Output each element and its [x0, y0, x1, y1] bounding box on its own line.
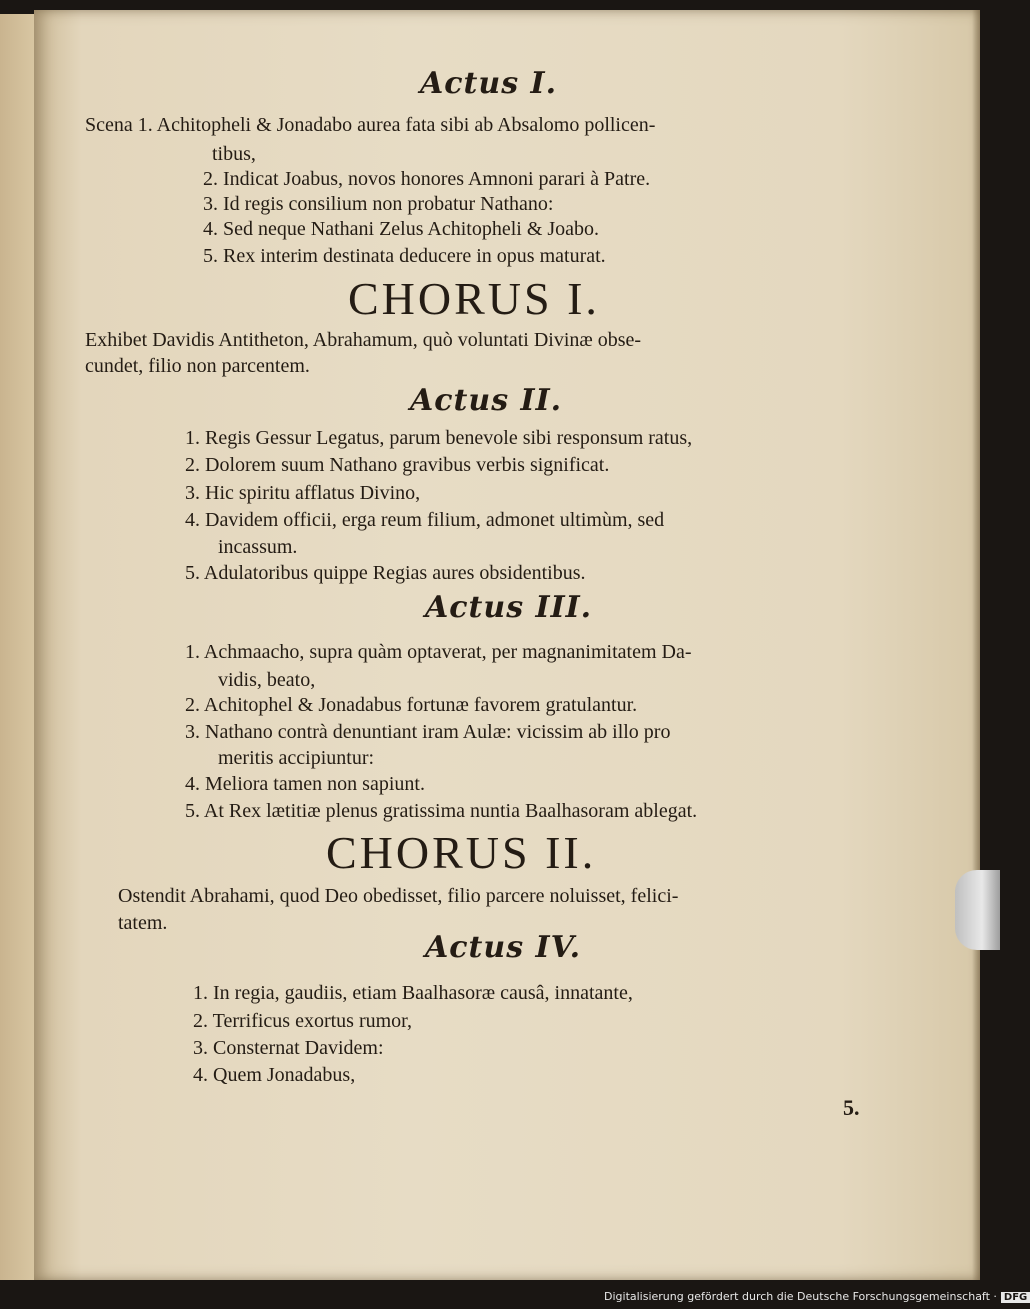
- dfg-logo: DFG: [1001, 1292, 1030, 1303]
- footer-text: Digitalisierung gefördert durch die Deutsche Forschungsgemeinschaft ·: [604, 1290, 997, 1303]
- actus-2-line: 4. Davidem officii, erga reum filium, admonet ultimùm, sed: [185, 509, 665, 531]
- actus-4-line: 1. In regia, gaudiis, etiam Baalhasoræ causâ, innatante,: [193, 982, 633, 1004]
- actus-2-line: 3. Hic spiritu afflatus Divino,: [185, 482, 421, 504]
- actus-3-heading: Actus III.: [425, 590, 593, 625]
- chorus-2-line: Ostendit Abrahami, quod Deo obedisset, filio parcere noluisset, felici-: [118, 885, 679, 907]
- actus-2-heading: Actus II.: [410, 383, 563, 418]
- actus-3-line: vidis, beato,: [218, 669, 316, 691]
- chorus-2-heading: CHORUS II.: [326, 827, 597, 878]
- digitization-footer: [604, 1290, 1028, 1306]
- actus-1-line: Scena 1. Achitopheli & Jonadabo aurea fata sibi ab Absalomo pollicen-: [85, 114, 656, 136]
- actus-1-line: 2. Indicat Joabus, novos honores Amnoni parari à Patre.: [203, 168, 651, 190]
- actus-4-line: 3. Consternat Davidem:: [193, 1037, 384, 1059]
- chorus-1-line: cundet, filio non parcentem.: [85, 355, 310, 377]
- actus-2-line: incassum.: [218, 536, 298, 558]
- actus-4-line: 4. Quem Jonadabus,: [193, 1064, 356, 1086]
- actus-3-line: 3. Nathano contrà denuntiant iram Aulæ: vicissim ab illo pro: [185, 721, 671, 743]
- chorus-1-line: Exhibet Davidis Antitheton, Abrahamum, quò voluntati Divinæ obse-: [85, 329, 642, 351]
- actus-1-line: 4. Sed neque Nathani Zelus Achitopheli & Joabo.: [203, 218, 600, 240]
- actus-1-line: tibus,: [212, 143, 256, 165]
- actus-1-line: 5. Rex interim destinata deducere in opus maturat.: [203, 245, 606, 267]
- actus-2-line: 1. Regis Gessur Legatus, parum benevole sibi responsum ratus,: [185, 427, 693, 449]
- actus-4-line: 2. Terrificus exortus rumor,: [193, 1010, 413, 1032]
- actus-3-line: 1. Achmaacho, supra quàm optaverat, per magnanimitatem Da-: [185, 641, 692, 663]
- actus-3-line: 2. Achitophel & Jonadabus fortunæ favorem gratulantur.: [185, 694, 638, 716]
- chorus-2-line: tatem.: [118, 912, 168, 934]
- actus-3-line: 4. Meliora tamen non sapiunt.: [185, 773, 425, 795]
- catchword: 5.: [843, 1095, 860, 1120]
- actus-3-line: meritis accipiuntur:: [218, 747, 375, 769]
- actus-4-heading: Actus IV.: [425, 930, 582, 965]
- actus-1-heading: Actus I.: [420, 66, 558, 101]
- actus-2-line: 5. Adulatoribus quippe Regias aures obsidentibus.: [185, 562, 586, 584]
- actus-3-line: 5. At Rex lætitiæ plenus gratissima nuntia Baalhasoram ablegat.: [185, 800, 698, 822]
- actus-1-line: 3. Id regis consilium non probatur Nathano:: [203, 193, 554, 215]
- actus-2-line: 2. Dolorem suum Nathano gravibus verbis significat.: [185, 454, 610, 476]
- chorus-1-heading: CHORUS I.: [348, 273, 600, 324]
